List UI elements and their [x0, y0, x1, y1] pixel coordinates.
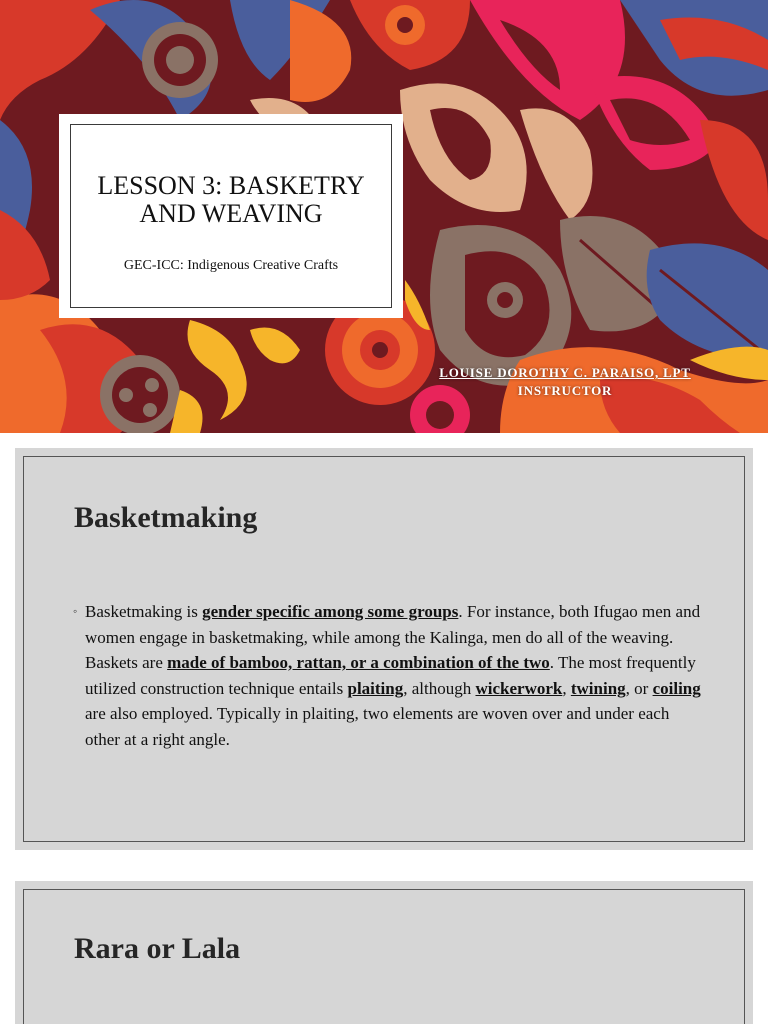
text-run: , although: [403, 678, 476, 698]
author-role: INSTRUCTOR: [517, 383, 613, 398]
bullet-text: [85, 602, 701, 749]
text-run: . For instance, both Ifugao men and women engage in basketmaking, while among the Kalinga, men do all of the weaving. Baskets are: [85, 602, 701, 672]
author-name: LOUISE DOROTHY C. PARAISO, LPT: [439, 365, 691, 380]
bullet-marker: ◦: [73, 604, 78, 618]
rara-slide: [15, 881, 753, 1024]
text-run: ,: [562, 678, 571, 698]
slide-heading: Rara or Lala: [74, 932, 241, 965]
basketmaking-slide: [15, 448, 753, 850]
emphasized-term: coiling: [652, 678, 701, 698]
slide-frame: [23, 889, 745, 1024]
author-block: [420, 364, 710, 400]
slide-title: LESSON 3: BASKETRY AND WEAVING: [97, 171, 365, 228]
slide-subtitle: GEC-ICC: Indigenous Creative Crafts: [123, 258, 339, 273]
slide-frame: [23, 456, 745, 842]
bullet-paragraph: [73, 599, 703, 752]
text-run: . The most frequently utilized construction technique entails: [85, 653, 696, 698]
emphasized-term: gender specific among some groups: [202, 602, 459, 621]
emphasized-term: plaiting: [347, 678, 404, 698]
title-card-frame: [70, 124, 392, 308]
text-run: , or: [625, 678, 653, 698]
emphasized-term: twining: [570, 678, 626, 698]
title-slide: [0, 0, 768, 433]
slide-heading: Basketmaking: [74, 501, 258, 534]
text-run: Basketmaking is: [85, 602, 203, 621]
emphasized-term: made of bamboo, rattan, or a combination of the two: [167, 653, 550, 672]
text-run: are also employed. Typically in plaiting, two elements are woven over and under each other at a right angle.: [85, 704, 670, 749]
emphasized-term: wickerwork: [475, 678, 563, 698]
title-card: [59, 114, 403, 318]
